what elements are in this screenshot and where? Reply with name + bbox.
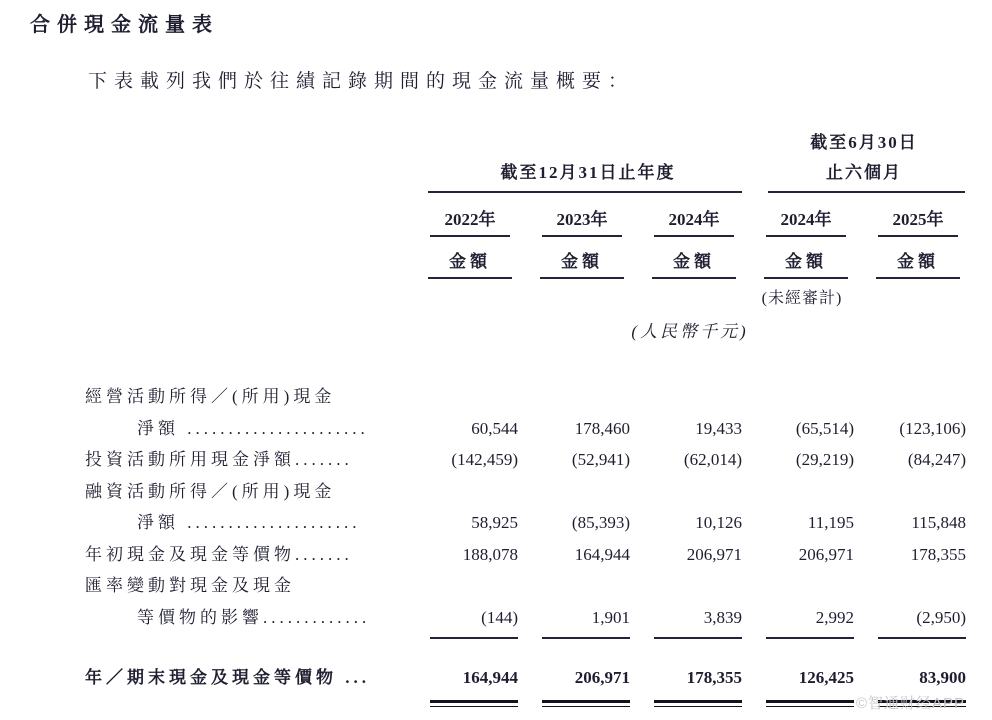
cell: 11,195 (807, 513, 854, 532)
year-header-2022: 2022年 (410, 205, 522, 237)
cell (522, 570, 634, 602)
cell: (123,106) (899, 418, 966, 438)
cell: 164,944 (574, 544, 630, 564)
cell (858, 570, 970, 602)
amount-header-row (85, 237, 970, 279)
cell (522, 476, 634, 508)
row-label: 融資活動所得／(所用)現金 (85, 481, 336, 501)
col-group-annual: 截至12月31日止年度 (500, 163, 676, 182)
cell: (84,247) (907, 450, 966, 469)
col-group-interim-line2: 止六個月 (826, 163, 902, 182)
cell: 178,355 (634, 661, 746, 703)
cashflow-table (85, 128, 970, 695)
cell: 2,992 (746, 602, 858, 640)
header-group-row-2 (85, 158, 970, 188)
cell: 178,460 (574, 418, 630, 438)
year-header-2024: 2024年 (634, 205, 746, 237)
year-header-2024-interim: 2024年 (746, 205, 858, 237)
cell: (142,459) (451, 450, 518, 469)
amount-header-3: 金額 (634, 247, 746, 279)
spacer (85, 247, 410, 279)
table-row (85, 539, 970, 571)
cell: (62,014) (683, 450, 742, 469)
cell: 206,971 (686, 544, 742, 564)
cell: 164,944 (410, 661, 522, 703)
cell: 188,078 (462, 544, 518, 564)
row-label: 淨額 ...................... (137, 418, 369, 438)
currency-row (85, 311, 970, 345)
cell (634, 570, 746, 602)
cell: 206,971 (798, 544, 854, 564)
cell: 126,425 (746, 661, 858, 703)
row-label: 年初現金及現金等價物....... (85, 544, 353, 564)
year-header-2025-interim: 2025年 (858, 205, 970, 237)
cell: (2,950) (858, 602, 970, 640)
intro-text: 下表載列我們於往績記錄期間的現金流量概要： (88, 71, 635, 92)
cell: 10,126 (695, 513, 742, 532)
cell (858, 476, 970, 508)
table-body (85, 381, 970, 695)
table-row (85, 507, 970, 539)
header-group-row-1 (85, 128, 970, 158)
amount-header-1: 金額 (410, 247, 522, 279)
unaudited-note: (未經審計) (761, 290, 843, 307)
cell: 3,839 (634, 602, 746, 640)
cell: 178,355 (910, 544, 966, 564)
watermark: ©智通财经APP (856, 695, 966, 712)
row-label: 年／期末現金及現金等價物 ... (85, 668, 370, 687)
cell: 19,433 (695, 418, 742, 438)
cell (410, 476, 522, 508)
header-group-rules (85, 188, 970, 196)
cell: 58,925 (471, 513, 518, 532)
cell: (65,514) (795, 418, 854, 438)
amount-header-4: 金額 (746, 247, 858, 279)
table-row (85, 381, 970, 413)
amount-header-2: 金額 (522, 247, 634, 279)
table-row (85, 602, 970, 634)
row-label: 經營活動所得／(所用)現金 (85, 387, 336, 406)
row-label: 等價物的影響............. (137, 607, 371, 627)
cell (858, 381, 970, 413)
table-row (85, 444, 970, 476)
cell: (52,941) (571, 450, 630, 469)
cell: (85,393) (571, 513, 630, 532)
amount-header-5: 金額 (858, 247, 970, 279)
cell (522, 381, 634, 413)
unaudited-row (85, 279, 970, 311)
year-header-row (85, 196, 970, 237)
table-row (85, 570, 970, 602)
cell (746, 381, 858, 413)
row-label: 投資活動所用現金淨額....... (85, 450, 353, 469)
page-title: 合併現金流量表 (30, 14, 219, 36)
cell (410, 570, 522, 602)
cell (634, 381, 746, 413)
cell: 83,900 (858, 661, 970, 703)
cell: 1,901 (522, 602, 634, 640)
table-row (85, 413, 970, 445)
cell (634, 476, 746, 508)
cell: 60,544 (471, 418, 518, 438)
cell (746, 476, 858, 508)
interim-group-rule (768, 191, 965, 193)
cell (746, 570, 858, 602)
cell: (144) (410, 602, 522, 640)
annual-group-rule (428, 191, 742, 193)
spacer (85, 205, 410, 237)
year-header-2023: 2023年 (522, 205, 634, 237)
row-label: 淨額 ..................... (137, 513, 361, 532)
cell: (29,219) (795, 450, 854, 469)
col-group-interim-line1: 截至6月30日 (810, 133, 918, 152)
cell: 206,971 (522, 661, 634, 703)
table-row (85, 476, 970, 508)
cell: 115,848 (911, 513, 966, 532)
row-label: 匯率變動對現金及現金 (85, 576, 295, 595)
currency-note: (人民幣千元) (631, 322, 749, 341)
table-total-row (85, 661, 970, 695)
cell (410, 381, 522, 413)
